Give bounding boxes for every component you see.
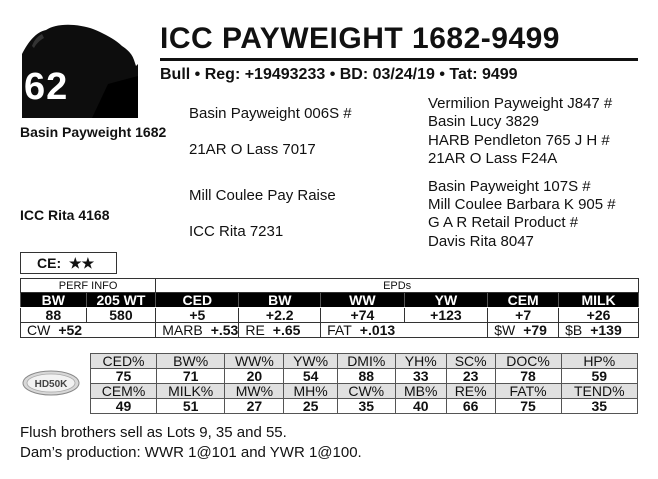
epd-col-header: 205 WT [86,293,156,308]
pct-value: 20 [225,369,284,384]
epd-col-header: MILK [559,293,639,308]
pct-value: 27 [225,399,284,414]
pct-value: 33 [395,369,446,384]
pedigree-dam: ICC Rita 4168 [20,207,110,223]
pct-value: 75 [91,369,157,384]
epd-extra-re: RE +.65 [239,323,321,338]
hd50k-logo [22,370,80,396]
epd-extra-w: $W +79 [488,323,559,338]
pct-header: CW% [337,384,395,399]
pct-header: HP% [561,354,637,369]
pct-header: MW% [225,384,284,399]
pct-header: CED% [91,354,157,369]
perf-info-header: PERF INFO [21,279,156,293]
pedigree-ssd: Basin Lucy 3829 [428,113,539,130]
pct-value: 40 [395,399,446,414]
pedigree-sds: HARB Pendleton 765 J H # [428,132,610,149]
pedigree-dam-sire: Mill Coulee Pay Raise [189,187,336,204]
ce-label: CE: [37,255,62,271]
logo-text: HD50K [34,379,68,390]
epds-header: EPDs [156,279,639,293]
epd-col-header: BW [239,293,321,308]
pct-value: 35 [337,399,395,414]
pct-header: BW% [157,354,225,369]
epd-col-header: YW [404,293,488,308]
epd-value: +5 [156,308,239,323]
pct-header: MB% [395,384,446,399]
pct-header: WW% [225,354,284,369]
epd-value: +123 [404,308,488,323]
pct-value: 88 [337,369,395,384]
pedigree-ddd: Davis Rita 8047 [428,233,534,250]
pedigree-sdd: 21AR O Lass F24A [428,150,558,167]
epd-value: +26 [559,308,639,323]
animal-title: ICC PAYWEIGHT 1682-9499 [160,22,560,55]
pct-value: 35 [561,399,637,414]
epd-value: +74 [321,308,405,323]
pct-value: 54 [284,369,337,384]
pedigree-dsd: Mill Coulee Barbara K 905 # [428,196,616,213]
pct-header: RE% [446,384,495,399]
percentile-table [90,353,638,414]
epd-col-header: WW [321,293,405,308]
epd-value: 88 [21,308,87,323]
pct-header: FAT% [495,384,561,399]
epd-extra-cw: CW +52 [21,323,156,338]
epd-extra-fat: FAT +.013 [321,323,488,338]
pct-value: 66 [446,399,495,414]
pedigree-sss: Vermilion Payweight J847 # [428,95,613,112]
epd-value: +2.2 [239,308,321,323]
pct-value: 71 [157,369,225,384]
pedigree-dss: Basin Payweight 107S # [428,178,591,195]
pct-header: SC% [446,354,495,369]
pct-header: DOC% [495,354,561,369]
pct-value: 23 [446,369,495,384]
pct-header: MILK% [157,384,225,399]
pct-value: 49 [91,399,157,414]
epd-col-header: CED [156,293,239,308]
pedigree-dds: G A R Retail Product # [428,214,579,231]
footnote-flush-brothers: Flush brothers sell as Lots 9, 35 and 55. [20,424,287,441]
pct-header: YW% [284,354,337,369]
calving-ease-box [20,252,117,274]
lot-number: 62 [24,66,69,108]
pedigree-dam-dam: ICC Rita 7231 [189,223,284,240]
epd-value: +7 [488,308,559,323]
pedigree-sire-dam: 21AR O Lass 7017 [189,141,316,158]
pct-header: YH% [395,354,446,369]
pct-value: 78 [495,369,561,384]
pct-header: DMI% [337,354,395,369]
pct-value: 25 [284,399,337,414]
pct-header: TEND% [561,384,637,399]
epd-value: 580 [86,308,156,323]
pedigree-sire: Basin Payweight 1682 [20,124,167,140]
epd-col-header: BW [21,293,87,308]
epd-extra-marb: MARB +.53 [156,323,239,338]
pct-header: MH% [284,384,337,399]
epd-col-header: CEM [488,293,559,308]
footnote-dam-production: Dam’s production: WWR 1@101 and YWR 1@100. [20,444,362,461]
pct-value: 51 [157,399,225,414]
pct-value: 59 [561,369,637,384]
title-underline [160,58,638,61]
pedigree-sire-sire: Basin Payweight 006S # [189,105,352,122]
epd-extra-b: $B +139 [559,323,639,338]
animal-info-line: Bull • Reg: +19493233 • BD: 03/24/19 • Tat: 9499 [160,66,518,83]
ce-stars: ★★ [69,255,95,271]
epd-table [20,278,639,338]
pct-header: CEM% [91,384,157,399]
pct-value: 75 [495,399,561,414]
